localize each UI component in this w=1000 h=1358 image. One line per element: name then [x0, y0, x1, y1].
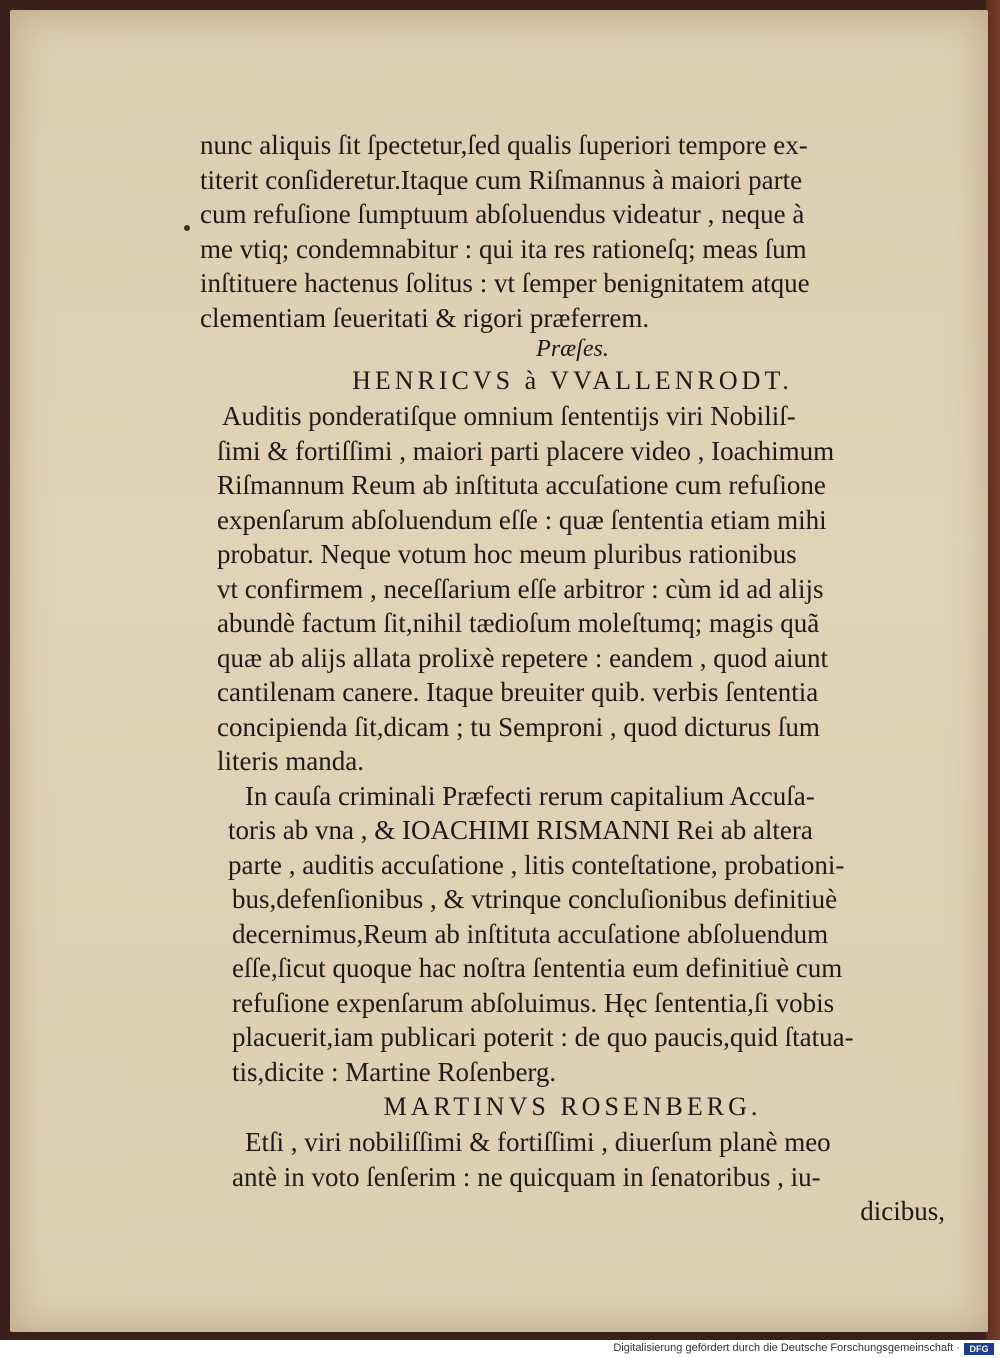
speaker-label: Præſes. — [536, 336, 609, 362]
text-line: probatur. Neque votum hoc meum pluribus rationibus — [217, 539, 797, 569]
text-line: antè in voto ſenſerim : ne quicquam in ſenatoribus , iu- — [232, 1161, 821, 1192]
text-line: concipienda ſit,dicam ; tu Semproni , quod dicturus ſum — [217, 711, 820, 742]
text-line: Auditis ponderatiſque omnium ſententijs viri Nobiliſ- — [222, 401, 796, 431]
text-line: placuerit,iam publicari poterit : de quo paucis,quid ſtatua- — [232, 1022, 854, 1052]
text-line: quæ ab alijs allata prolixè repetere : eandem , quod aiunt — [217, 642, 829, 673]
text-line: eſſe,ſicut quoque hac noſtra ſententia eum definitiuè cum — [232, 953, 843, 983]
text-line: Riſmannum Reum ab inſtituta accuſatione cum refuſione — [217, 470, 826, 500]
catchword: dicibus, — [860, 1196, 945, 1226]
book-edge — [986, 0, 1000, 1340]
text-line: refuſione expenſarum abſoluimus. Hęc ſententia,ſi vobis — [232, 987, 835, 1018]
text-line: nunc aliquis ſit ſpectetur,ſed qualis ſuperiori tempore ex- — [200, 130, 808, 160]
text-line: cantilenam canere. Itaque breuiter quib. verbis ſententia — [217, 677, 819, 707]
speaker-heading: MARTINVS ROSENBERG. — [383, 1092, 762, 1121]
text-line: inſtituere hactenus ſolitus : vt ſemper benignitatem atque — [200, 268, 810, 298]
text-line: vt confirmem , neceſſarium eſſe arbitror : cùm id ad alijs — [217, 573, 824, 604]
text-line: bus,defenſionibus , & vtrinque concluſionibus definitiuè — [232, 884, 838, 914]
text-line: Etſi , viri nobiliſſimi & fortiſſimi , diuerſum planè meo — [245, 1127, 831, 1157]
text-line: In cauſa criminali Præfecti rerum capitalium Accuſa- — [245, 780, 815, 811]
text-line: ſimi & fortiſſimi , maiori parti placere video , Ioachimum — [217, 435, 835, 466]
footer-bar — [0, 1340, 1000, 1358]
text-line: tis,dicite : Martine Roſenberg. — [232, 1056, 557, 1087]
text-line: me vtiq; condemnabitur : qui ita res rationeſq; meas ſum — [200, 233, 807, 264]
speaker-heading: HENRICVS à VVALLENRODT. — [352, 366, 793, 395]
footer-credit: Digitalisierung gefördert durch die Deutsche Forschungsgemeinschaft · — [613, 1342, 960, 1354]
text-line: cum refuſione ſumptuum abſoluendus videatur , neque à — [200, 199, 805, 229]
ink-mark — [184, 225, 190, 231]
text-line: toris ab vna , & IOACHIMI RISMANNI Rei ab altera — [228, 815, 813, 845]
text-line: titerit conſideretur.Itaque cum Riſmannus à maiori parte — [200, 164, 803, 195]
text-line: decernimus,Reum ab inſtituta accuſatione abſoluendum — [232, 918, 829, 949]
text-line: parte , auditis accuſatione , litis conteſtatione, probationi- — [228, 849, 845, 880]
dfg-logo-icon: DFG — [964, 1343, 994, 1355]
page-text — [200, 128, 945, 1228]
text-line: clementiam ſeueritati & rigori præferrem. — [200, 302, 650, 333]
text-line: expenſarum abſoluendum eſſe : quæ ſententia etiam mihi — [217, 504, 827, 535]
text-line: abundè factum ſit,nihil tædioſum moleſtumq; magis quã — [217, 608, 820, 638]
text-line: literis manda. — [217, 746, 364, 776]
